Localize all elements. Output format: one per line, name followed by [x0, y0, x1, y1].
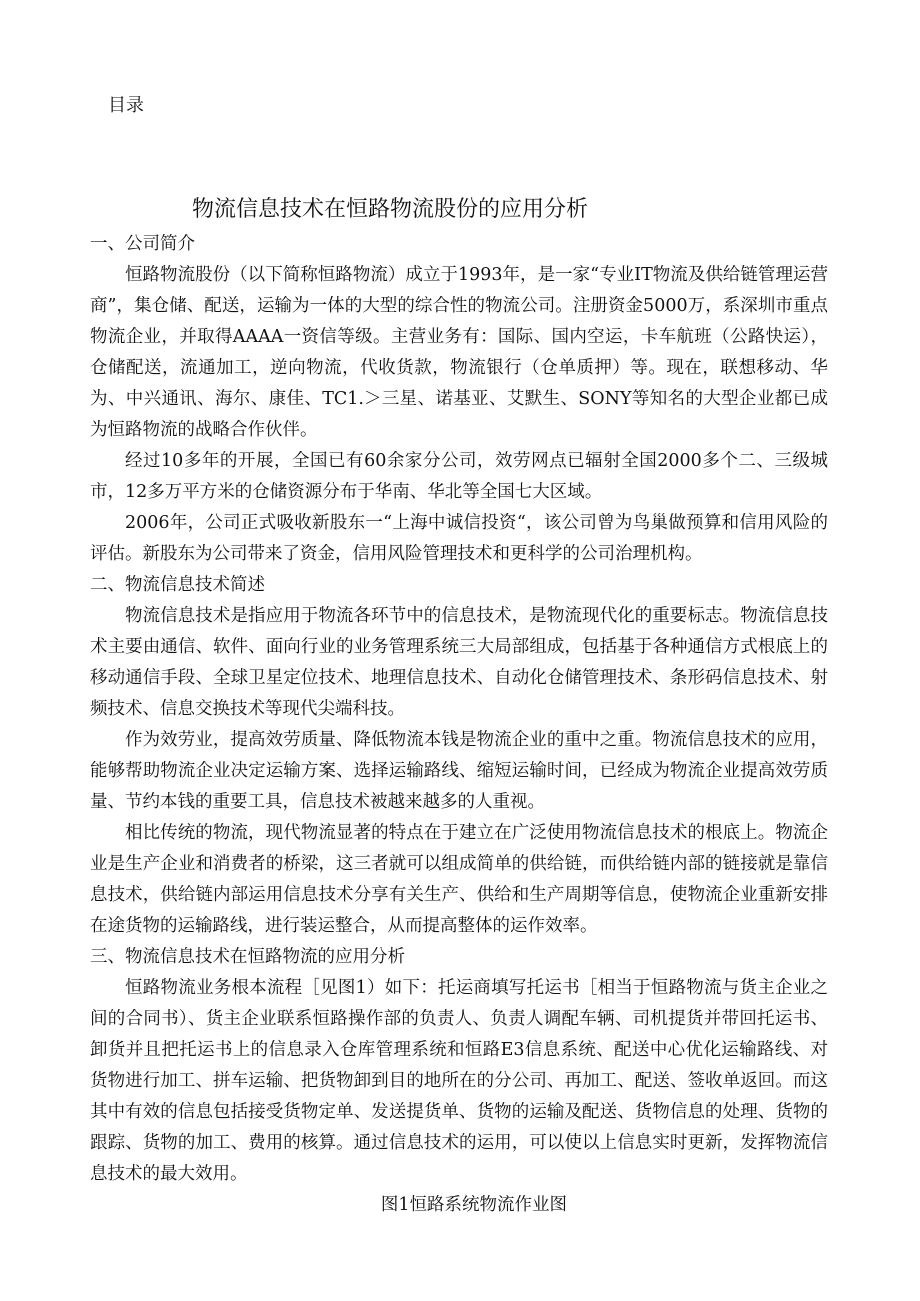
section-company-intro — [90, 229, 828, 570]
paragraph: 作为效劳业，提高效劳质量、降低物流本钱是物流企业的重中之重。物流信息技术的应用，能够帮助物流企业决定运输方案、选择运输路线、缩短运输时间，已经成为物流企业提高效劳质量、节约本钱的重要工具，信息技术被越来越多的人重视。 — [90, 730, 828, 812]
section-heading: 二、物流信息技术简述 — [90, 575, 265, 595]
document-body — [90, 229, 828, 1221]
figure-caption: 图1恒路系统物流作业图 — [380, 1195, 568, 1215]
paragraph: 物流信息技术是指应用于物流各环节中的信息技术，是物流现代化的重要标志。物流信息技术主要由通信、软件、面向行业的业务管理系统三大局部组成，包括基于各种通信方式根底上的移动通信手段、全球卫星定位技术、地理信息技术、自动化仓储管理技术、条形码信息技术、射频技术、信息交换技术等现代尖端科技。 — [90, 606, 828, 719]
toc-label: 目录 — [108, 95, 144, 116]
section-heading: 一、公司简介 — [90, 234, 195, 254]
paragraph: 相比传统的物流，现代物流显著的特点在于建立在广泛使用物流信息技术的根底上。物流企业是生产企业和消费者的桥梁，这三者就可以组成简单的供给链，而供给链内部的链接就是靠信息技术，供给链内部运用信息技术分享有关生产、供给和生产周期等信息，使物流企业重新安排在途货物的运输路线，进行装运整合，从而提高整体的运作效率。 — [90, 823, 828, 936]
section-it-overview — [90, 570, 828, 942]
paragraph: 恒路物流股份（以下简称恒路物流）成立于1993年，是一家“专业IT物流及供给链管理运营商”，集仓储、配送，运输为一体的大型的综合性的物流公司。注册资金5000万，系深圳市重点物流企业，并取得AAAA一资信等级。主营业务有：国际、国内空运，卡车航班（公路快运），仓储配送，流通加工，逆向物流，代收货款，物流银行（仓单质押）等。现在，联想移动、华为、中兴通讯、海尔、康佳、TC1.＞三星、诺基亚、艾默生、SONY等知名的大型企业都已成为恒路物流的战略合作伙伴。 — [90, 265, 828, 440]
paragraph: 2006年，公司正式吸收新股东一“上海中诚信投资“，该公司曾为鸟巢做预算和信用风险的评估。新股东为公司带来了资金，信用风险管理技术和更科学的公司治理机构。 — [90, 513, 828, 564]
document-title: 物流信息技术在恒路物流股份的应用分析 — [191, 197, 588, 222]
section-heading: 三、物流信息技术在恒路物流的应用分析 — [90, 947, 405, 967]
paragraph: 恒路物流业务根本流程［见图1）如下：托运商填写托运书［相当于恒路物流与货主企业之间的合同书）、货主企业联系恒路操作部的负责人、负责人调配车辆、司机提货并带回托运书、卸货并且把托运书上的信息录入仓库管理系统和恒路E3信息系统、配送中心优化运输路线、对货物进行加工、拼车运输、把货物卸到目的地所在的分公司、再加工、配送、签收单返回。而这其中有效的信息包括接受货物定单、发送提货单、货物的运输及配送、货物信息的处理、货物的跟踪、货物的加工、费用的核算。通过信息技术的运用，可以使以上信息实时更新，发挥物流信息技术的最大效用。 — [90, 978, 828, 1184]
section-application-analysis — [90, 942, 828, 1190]
paragraph: 经过10多年的开展，全国已有60余家分公司，效劳网点已辐射全国2000多个二、三级城市，12多万平方米的仓储资源分布于华南、华北等全国七大区域。 — [90, 451, 828, 502]
